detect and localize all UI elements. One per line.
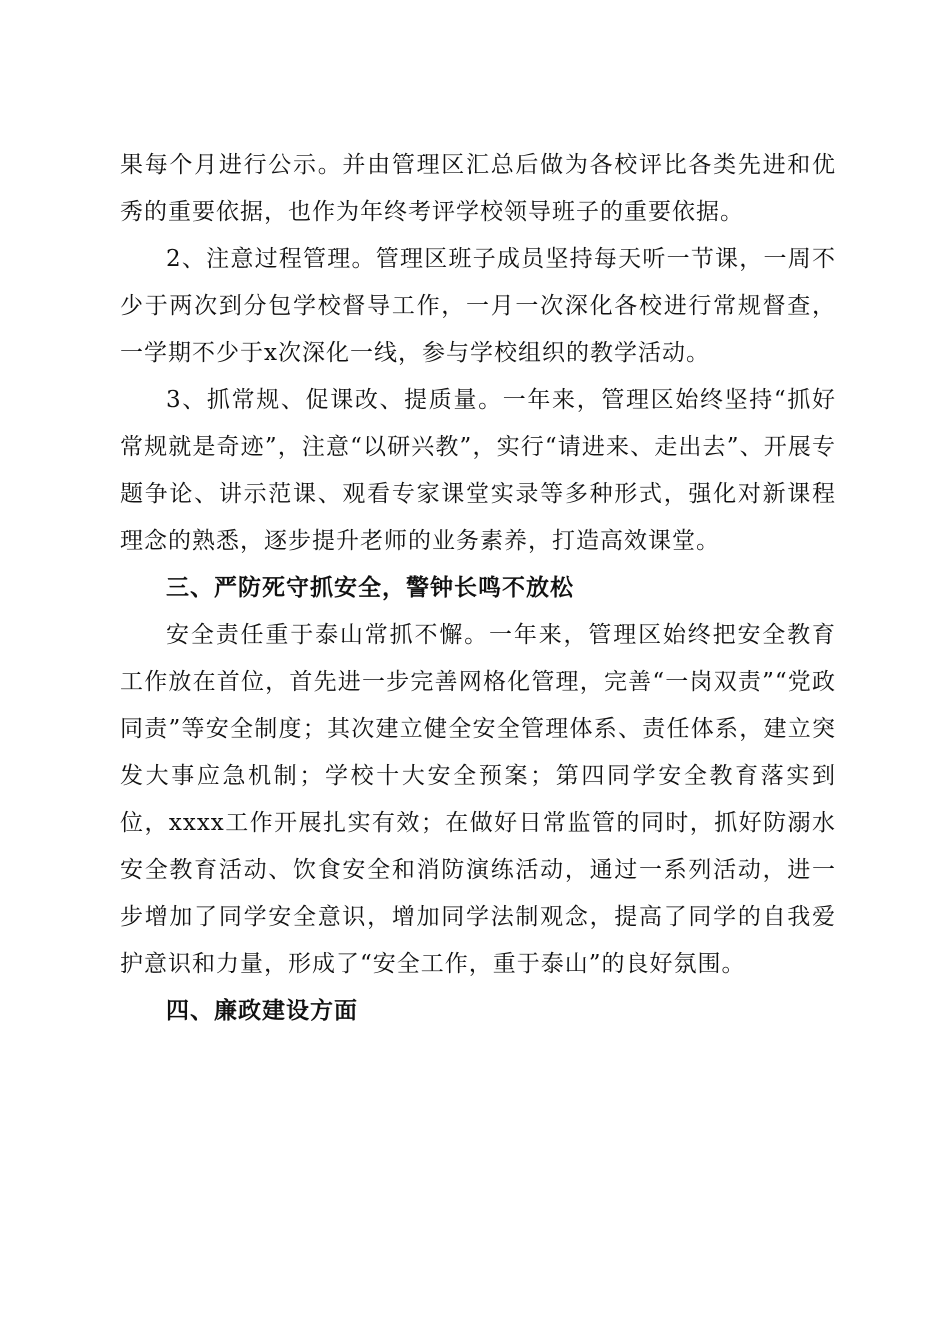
paragraph-safety: 安全责任重于泰山常抓不懈。一年来，管理区始终把安全教育工作放在首位，首先进一步完善网格化管理，完善“一岗双责”“党政同责”等安全制度；其次建立健全安全管理体系、责任体系，建立突发大事应急机制；学校十大安全预案；第四同学安全教育落实到位，xxxx工作开展扎实有效；在做好日常监管的同时，抓好防溺水安全教育活动、饮食安全和消防演练活动，通过一系列活动，进一步增加了同学安全意识，增加同学法制观念，提高了同学的自我爱护意识和力量，形成了“安全工作，重于泰山”的良好氛围。 (120, 622, 836, 977)
document-body (120, 142, 836, 1035)
paragraph-quality-improvement: 3、抓常规、促课改、提质量。一年来，管理区始终坚持“抓好常规就是奇迹”，注意“以研兴教”，实行“请进来、走出去”、开展专题争论、讲示范课、观看专家课堂实录等多种形式，强化对新课程理念的熟悉，逐步提升老师的业务素养，打造高效课堂。 (120, 387, 836, 554)
paragraph-process-management: 2、注意过程管理。管理区班子成员坚持每天听一节课，一周不少于两次到分包学校督导工作，一月一次深化各校进行常规督查，一学期不少于x次深化一线，参与学校组织的教学活动。 (120, 246, 836, 366)
section-heading-integrity: 四、廉政建设方面 (166, 998, 358, 1024)
paragraph-continuation: 果每个月进行公示。并由管理区汇总后做为各校评比各类先进和优秀的重要依据，也作为年终考评学校领导班子的重要依据。 (120, 152, 836, 225)
section-heading-safety: 三、严防死守抓安全，警钟长鸣不放松 (166, 575, 574, 601)
